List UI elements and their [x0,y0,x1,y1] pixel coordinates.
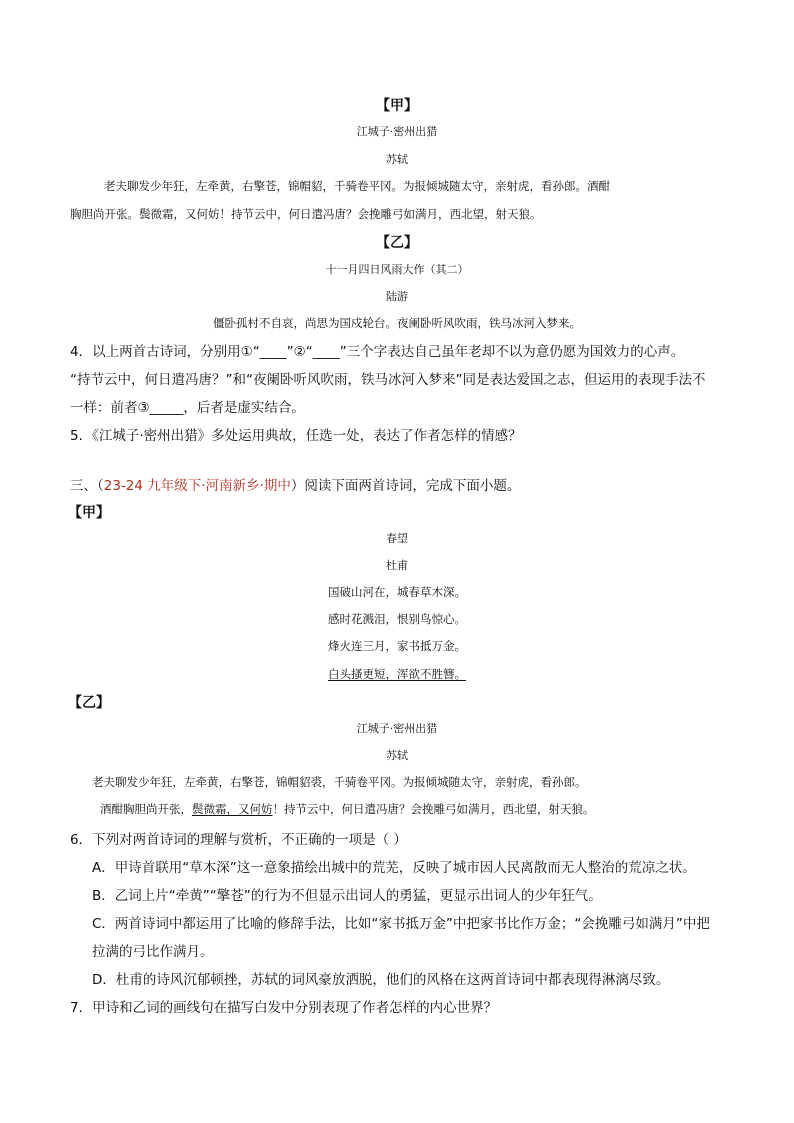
poem-c-line-1: 国破山河在，城春草木深。 [328,585,466,599]
question-5: 5．《江城子·密州出猎》多处运用典故，任选一处，表达了作者怎样的情感？ [70,428,522,444]
poem-c-line-3: 烽火连三月，家书抵万金。 [328,639,466,653]
poem-c-underlined-line: 白头搔更短，浑欲不胜簪。 [328,667,466,681]
poem-a-label: 【甲】 [376,98,418,114]
question-6: 6．下列对两首诗词的理解与赏析，不正确的一项是（ ） [70,832,407,848]
option-c-line-1: C．两首诗词中都运用了比喻的修辞手法，比如“家书抵万金”中把家书比作万金；“会挽雕弓如满月”中把 [92,916,710,932]
poem-c-author: 杜甫 [386,559,408,572]
question-4-line-3: 一样：前者③_____，后者是虚实结合。 [70,400,305,416]
poem-a-text-line-1: 老夫聊发少年狂，左牵黄，右擎苍，锦帽貂，千骑卷平冈。为报倾城随太守，亲射虎，看孙郎。酒酣 [104,179,610,193]
poem-a-text-line-2: 胸胆尚开张。鬓微霜，又何妨！持节云中，何日遣冯唐？会挽雕弓如满月，西北望，射天狼。 [70,207,542,221]
poem-d-text-part-b: ！持节云中，何日遣冯唐？会挽雕弓如满月，西北望，射天狼。 [272,802,595,816]
poem-d-author: 苏轼 [386,749,408,762]
poem-d-title: 江城子·密州出猎 [356,722,438,735]
poem-d-text-line-1: 老夫聊发少年狂，左牵黄，右擎苍，锦帽貂裘，千骑卷平冈。为报倾城随太守，亲射虎，看孙郎。 [92,775,587,789]
section-3-intro-suffix: ）阅读下面两首诗词，完成下面小题。 [290,478,521,494]
section-3-source: 23-24 九年级下·河南新乡·期中 [103,478,291,494]
option-c-line-2: 拉满的弓比作满月。 [92,944,214,960]
poem-b-text: 僵卧孤村不自哀，尚思为国戍轮台。夜阑卧听风吹雨，铁马冰河入梦来。 [213,316,581,330]
question-4-line-1: 4．以上两首古诗词，分别用①“____”②“____”三个字表达自己虽年老却不以为意仍愿为国效力的心声。 [70,344,685,360]
poem-c-line-2: 感时花溅泪，恨别鸟惊心。 [328,612,466,626]
poem-b-author: 陆游 [386,290,408,303]
poem-c-title: 春望 [386,532,408,545]
poem-c-label: 【甲】 [68,505,110,521]
option-a: A．甲诗首联用“草木深”这一意象描绘出城中的荒芜，反映了城市因人民离散而无人整治的荒凉之状。 [92,860,696,876]
question-4-line-2: “持节云中，何日遣冯唐？”和“夜阑卧听风吹雨，铁马冰河入梦来”同是表达爱国之志，但运用的表现手法不 [70,372,706,388]
poem-d-underlined-phrase: 鬓微霜，又何妨 [192,802,273,816]
question-7: 7．甲诗和乙词的画线句在描写白发中分别表现了作者怎样的内心世界？ [70,1000,498,1016]
poem-b-title: 十一月四日风雨大作（其二） [325,263,469,276]
poem-b-label: 【乙】 [376,235,418,251]
option-b: B．乙词上片“牵黄”“擎苍”的行为不但显示出词人的勇猛，更显示出词人的少年狂气。 [92,888,602,904]
poem-d-text-part-a: 酒酣胸胆尚开张， [100,802,192,816]
poem-d-label: 【乙】 [68,695,110,711]
poem-a-title: 江城子·密州出猎 [356,125,438,138]
poem-a-author: 苏轼 [386,153,408,166]
section-3-intro-prefix: 三、（ [70,478,104,494]
section-3-intro [70,474,730,494]
option-d: D．杜甫的诗风沉郁顿挫，苏轼的词风豪放洒脱，他们的风格在这两首诗词中都表现得淋漓尽致。 [92,972,670,988]
poem-d-text-line-2 [100,801,730,817]
poem-c-line-4 [0,666,794,682]
